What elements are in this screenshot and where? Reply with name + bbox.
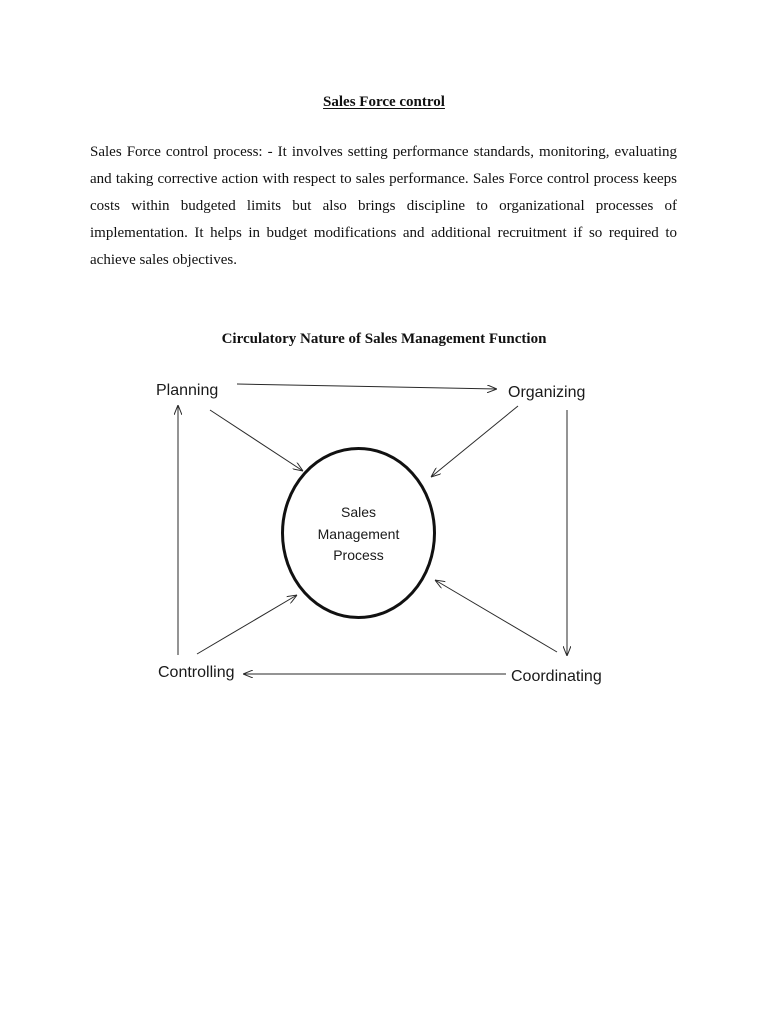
arrow-organizing-to-center: [431, 406, 518, 477]
paragraph-line: Sales Force control process: - It involves setting performance standards, monitoring, evaluating: [90, 144, 677, 160]
arrow-coordinating-to-center: [435, 580, 557, 652]
document-title: Sales Force control: [323, 94, 445, 110]
paragraph-line: implementation. It helps in budget modifications and additional recruitment if so required to: [90, 225, 677, 241]
diagram-title: Circulatory Nature of Sales Management Function: [221, 331, 547, 347]
node-organizing: Organizing: [508, 384, 586, 401]
center-label-line: Sales: [340, 504, 377, 520]
arrow-planning-to-organizing: [237, 384, 497, 389]
arrow-controlling-to-center: [197, 595, 297, 654]
arrow-planning-to-center: [210, 410, 303, 471]
paragraph-line: achieve sales objectives.: [90, 252, 238, 268]
body-paragraph: [90, 139, 677, 274]
center-label-line: Management: [317, 526, 400, 542]
node-controlling: Controlling: [158, 664, 235, 681]
paragraph-line: and taking corrective action with respect to sales performance. Sales Force control process keeps: [90, 171, 677, 187]
paragraph-line: costs within budgeted limits but also brings discipline to organizational processes of: [90, 198, 677, 214]
node-planning: Planning: [156, 382, 219, 399]
center-process-ellipse: [283, 449, 435, 618]
center-label-line: Process: [333, 547, 384, 563]
node-coordinating: Coordinating: [511, 668, 602, 685]
